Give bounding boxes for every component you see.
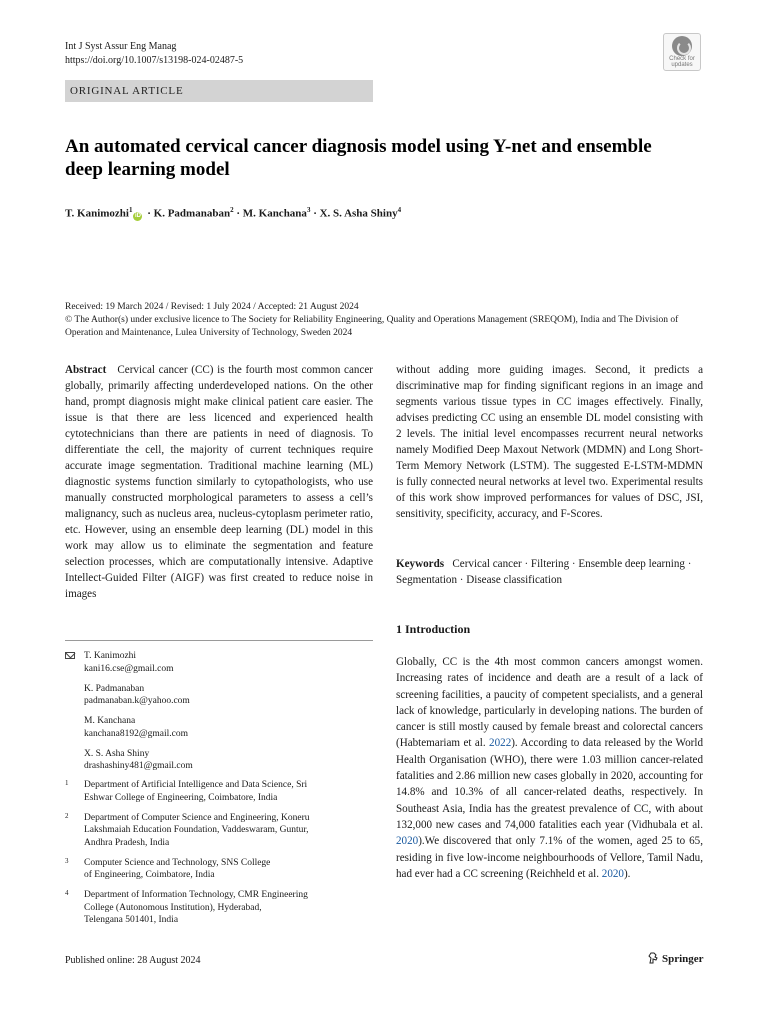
intro-text: ).We discovered that only 7.1% of the women, aged 25 to 65, residing in five low-income neighbourhoods of Vellore, Tamil Nadu, had ever had a CC screening (Reichheld et al.: [396, 835, 703, 880]
citation-link[interactable]: 2020: [601, 867, 624, 880]
check-badge-line1: Check for: [669, 56, 695, 62]
affiliation-number: 4: [65, 889, 69, 897]
affiliation-line: Department of Artificial Intelligence and Data Science, Sri: [84, 780, 308, 790]
author-name[interactable]: T. Kanimozhi: [65, 207, 129, 220]
abstract-left: [65, 362, 373, 602]
keywords-label: Keywords: [396, 558, 445, 570]
corresponding-contacts: [65, 650, 373, 780]
contact-name: X. S. Asha Shiny: [84, 748, 150, 759]
contact-name: M. Kanchana: [84, 716, 136, 726]
doi-link[interactable]: https://doi.org/10.1007/s13198-024-02487-5: [65, 55, 244, 66]
article-history: [65, 301, 705, 340]
abstract-label: Abstract: [65, 364, 107, 376]
affiliation-line: Telengana 501401, India: [84, 915, 179, 925]
author-name[interactable]: X. S. Asha Shiny: [319, 207, 398, 220]
affiliations: [65, 779, 373, 934]
dates-line: Received: 19 March 2024 / Revised: 1 July 2024 / Accepted: 21 August 2024: [65, 302, 359, 312]
affiliation-number: 3: [65, 856, 69, 865]
intro-text: Globally, CC is the 4th most common cancers amongst women. Increasing rates of incidence and death are a result of a lack of screening facilities, a paucity of competent specialists, and a general lack of knowledge, particularly in developing nations. The burden of cancer is still mostly caused by female breast and colorectal cancers (Habtemariam et al.: [396, 656, 703, 750]
keywords-text: Cervical cancer · Filtering · Ensemble deep learning · Segmentation · Disease classification: [396, 558, 692, 586]
copyright-line: © The Author(s) under exclusive licence to The Society for Reliability Engineering, Quality and Operations Management (SREQOM), India and The Division of Operation and Maintenance, Lulea University of Technology, Sweden 2024: [65, 315, 679, 338]
intro-text: ).: [623, 867, 631, 880]
author-affil-sup: 1: [128, 206, 133, 214]
springer-horse-icon: [648, 952, 658, 964]
introduction-paragraph: [396, 654, 703, 882]
abstract-text-left: Cervical cancer (CC) is the fourth most common cancer globally, primarily affecting underdeveloped nations. On the other hand, prompt diagnosis might make clinical patient care easier. The issue is that there are less licenced and experienced health cytotechnicians than there are patients in need of diagnosis. To differentiate the cell, the majority of current techniques require accurate image segmentation. Traditional machine learning (ML) diagnostic systems function similarly to cytopathologists, who use manually constructed morphological parameters to assess a cell’s malignancy, such as nucleus area, nucleus-cytoplasm perimeter ratio, etc. However, using an ensemble deep learning (DL) model in this work may allow us to eliminate the segmentation and feature selection processes, which are computationally intensive. Adaptive Intellect-Guided Filter (AIGF) was first created to reduce noise in images: [65, 364, 373, 600]
author-affil-sup: 3: [306, 206, 311, 214]
citation-link[interactable]: 2022: [489, 737, 512, 750]
publisher-name: Springer: [662, 953, 704, 965]
affiliation-entry: [65, 889, 373, 927]
orcid-icon[interactable]: iD: [134, 212, 141, 219]
contact-email[interactable]: kanchana8192@gmail.com: [84, 728, 188, 739]
author-affil-sup: 2: [230, 206, 234, 214]
affiliation-number: 2: [65, 811, 69, 820]
affiliation-entry: [65, 857, 373, 882]
publisher-logo: [648, 951, 704, 967]
author-name[interactable]: K. Padmanaban: [153, 207, 231, 220]
contact-entry: [65, 748, 373, 773]
check-for-updates-badge[interactable]: [663, 33, 701, 71]
affiliation-line: Computer Science and Technology, SNS College: [84, 857, 271, 868]
affiliation-line: Andhra Pradesh, India: [84, 837, 170, 848]
affiliation-line: College (Autonomous Institution), Hyderabad,: [84, 902, 262, 913]
author-name[interactable]: M. Kanchana: [242, 207, 307, 220]
keywords: [396, 556, 703, 588]
envelope-icon: [65, 652, 75, 659]
affiliation-line: Department of Information Technology, CMR Engineering: [84, 890, 308, 900]
contact-email[interactable]: drashashiny481@gmail.com: [84, 761, 193, 771]
citation-link[interactable]: 2020: [396, 835, 419, 848]
section-heading-introduction: 1 Introduction: [396, 622, 471, 636]
check-badge-line2: updates: [671, 62, 693, 68]
paper-title: An automated cervical cancer diagnosis model using Y-net and ensemble deep learning model: [65, 136, 652, 180]
contact-email[interactable]: padmanaban.k@yahoo.com: [84, 696, 190, 706]
intro-text: ). According to data released by the World Health Organisation (WHO), there were 1.03 million cancer-related fatalities and 2.86 million new cases globally in 2020, accounting for 14.8% and 10.3% of all cancer-related deaths, respectively. In Southeast Asia, India has the greatest prevalence of CC, with about 132,000 new cases and 74,000 fatalities each year (Vidhubala et al.: [396, 737, 704, 831]
contact-entry: [65, 683, 373, 708]
affiliation-entry: [65, 779, 373, 804]
article-type-banner: ORIGINAL ARTICLE: [65, 80, 373, 102]
affiliation-number: 1: [65, 779, 69, 787]
check-updates-icon: [672, 36, 692, 56]
affiliation-entry: [65, 812, 373, 850]
author-list: T. Kanimozhi$^1$iD · K. Padmanaban$^2$ · M. Kanchana$^3$ · X. S. Asha Shiny$^4$: [65, 206, 402, 220]
affiliation-line: Department of Computer Science and Engineering, Koneru: [84, 812, 310, 823]
contact-entry: [65, 650, 373, 675]
journal-name: Int J Syst Assur Eng Manag: [65, 41, 177, 52]
affiliation-line: of Engineering, Coimbatore, India: [84, 870, 215, 880]
contact-entry: [65, 715, 373, 740]
affiliation-line: Lakshmaiah Education Foundation, Vaddeswaram, Guntur,: [84, 825, 309, 835]
footnote-divider: [65, 640, 373, 641]
author-affil-sup: 4: [397, 206, 402, 214]
affiliation-line: Eshwar College of Engineering, Coimbatore, India: [84, 792, 278, 803]
contact-email[interactable]: kani16.cse@gmail.com: [84, 663, 174, 674]
abstract-right: without adding more guiding images. Second, it predicts a discriminative map for finding significant regions in an image and segments various tissue types in CC images effectively. Finally, advises predicting CC using an ensemble DL model consisting with 2 levels. The initial level encompasses recurrent neural networks namely Modified Deep Maxout Network (MDMN) and Long Short-Term Memory Network (LSTM). The suggested E-LSTM-MDMN is fully connected neural networks at level two. Experimental results of this work show improved performances for values of DSC, JSI, sensitivity, specificity, accuracy, and F-Scores.: [396, 364, 703, 520]
published-online: Published online: 28 August 2024: [65, 955, 201, 966]
contact-name: T. Kanimozhi: [84, 651, 137, 661]
contact-name: K. Padmanaban: [84, 683, 145, 694]
